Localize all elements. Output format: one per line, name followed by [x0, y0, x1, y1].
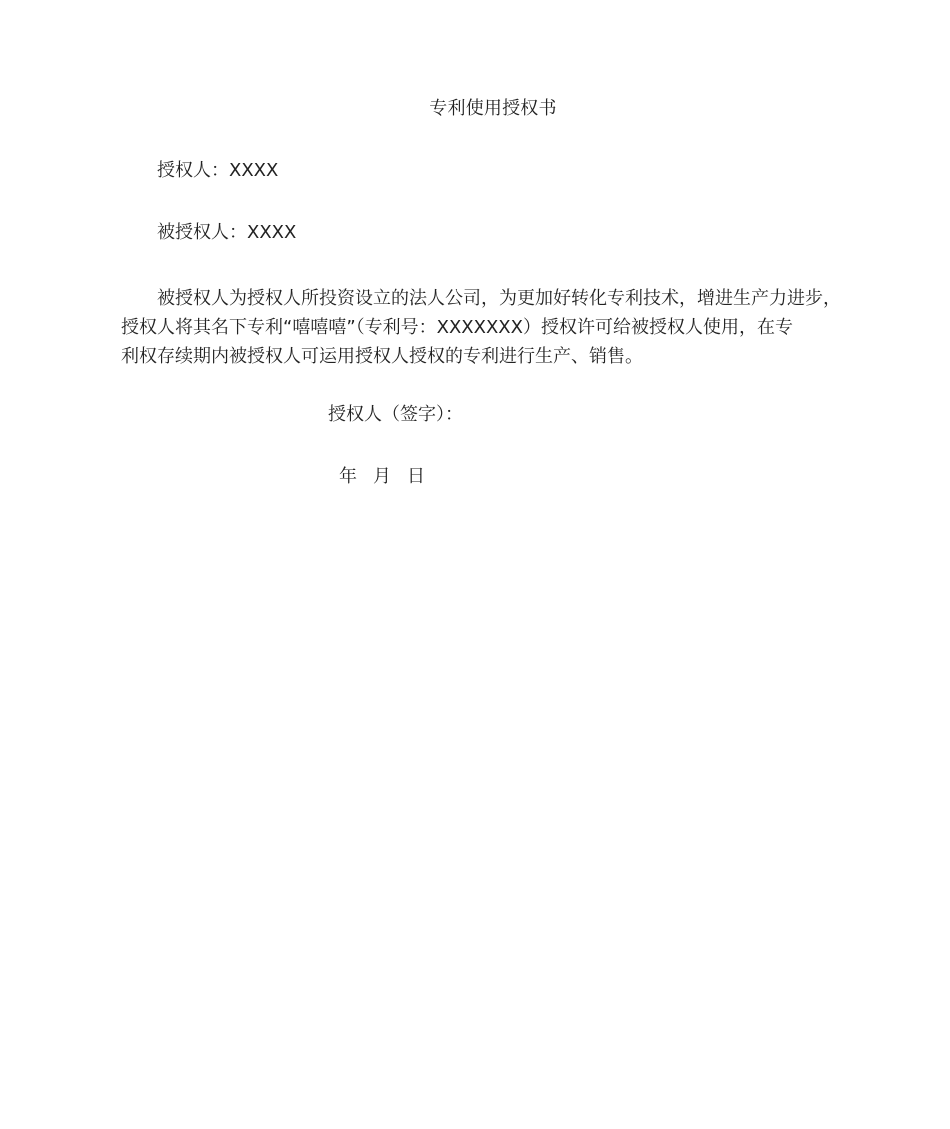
paragraph-line-3: 利权存续期内被授权人可运用授权人授权的专利进行生产、销售。	[121, 346, 643, 367]
date-year-label: 年	[339, 466, 357, 487]
grantor-line: 授权人：XXXX	[157, 160, 279, 181]
authorization-paragraph	[121, 284, 841, 371]
grantee-line: 被授权人：XXXX	[157, 222, 297, 243]
date-day-label: 日	[407, 466, 425, 487]
document-title: 专利使用授权书	[429, 98, 557, 119]
paragraph-line-1: 被授权人为授权人所投资设立的法人公司，为更加好转化专利技术，增进生产力进步，	[157, 288, 841, 309]
signature-label: 授权人（签字）：	[328, 404, 463, 425]
date-line	[339, 465, 425, 489]
paragraph-line-2: 授权人将其名下专利“嘻嘻嘻”（专利号：XXXXXXX）授权许可给被授权人使用，在专	[121, 317, 793, 338]
date-month-label: 月	[373, 466, 391, 487]
